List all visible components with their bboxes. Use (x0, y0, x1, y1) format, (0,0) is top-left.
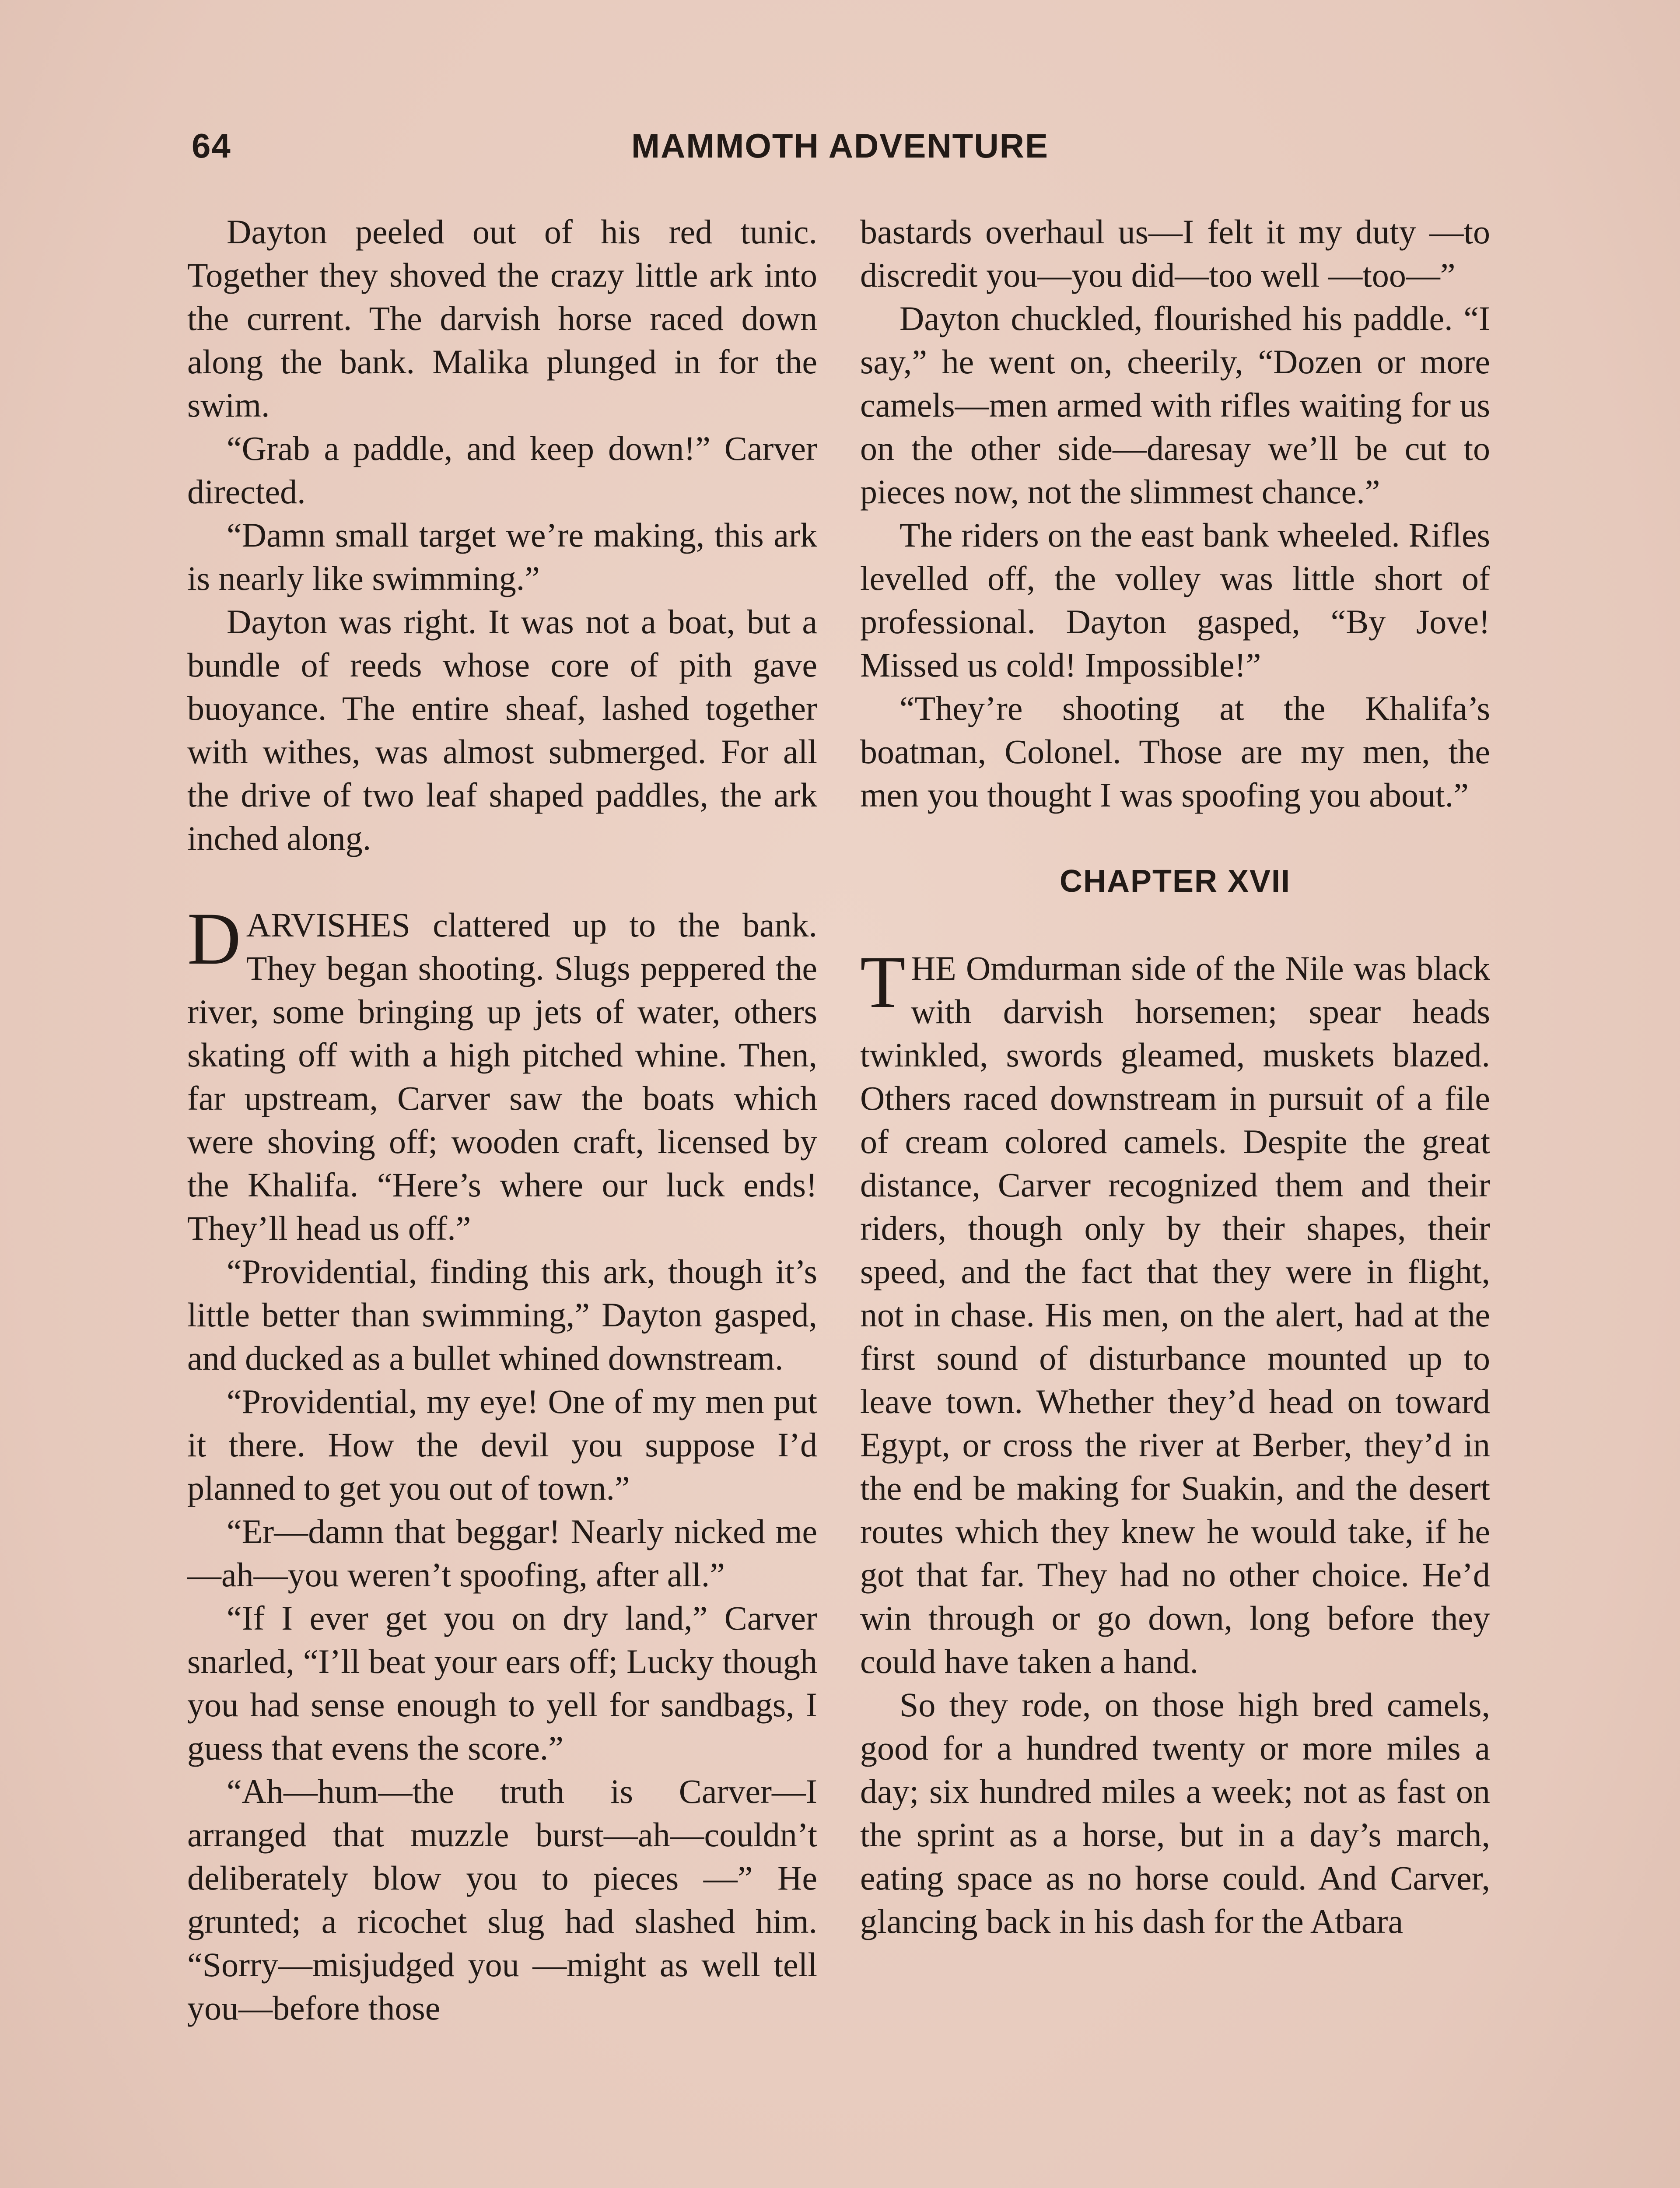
paragraph: Dayton was right. It was not a boat, but a bundle of reeds whose core of pith gave buoyance. The entire sheaf, lashed together with withes, was almost submerged. For all the drive of two leaf shaped paddles, the ark inched along. (187, 603, 817, 857)
left-column (187, 210, 817, 2030)
paragraph: “Providential, finding this ark, though it’s little better than swimming,” Dayton gasped, and ducked as a bullet whined downstream. (187, 1252, 817, 1377)
dropcap-paragraph (860, 941, 1490, 1683)
paragraph: “Providential, my eye! One of my men put it there. How the devil you suppose I’d planned to get you out of town.” (187, 1382, 817, 1507)
running-title: MAMMOTH ADVENTURE (631, 126, 1049, 165)
paragraph-text: HE Omdurman side of the Nile was black with darvish horsemen; spear heads twinkled, swords gleamed, muskets blazed. Others raced downstream in pursuit of a file of cream colored camels. Despite the great distance, Carver recognized them and their riders, though only by their shapes, their speed, and the fact that they were in flight, not in chase. His men, on the alert, had at the first sound of disturbance mounted up to leave town. Whether they’d head on toward Egypt, or cross the river at Berber, they’d in the end be making for Suakin, and the desert routes which they knew he would take, if he got that far. They had no other choice. He’d win through or go down, long before they could have taken a hand. (860, 949, 1490, 1680)
page-header (188, 122, 1492, 170)
page-number: 64 (192, 126, 231, 165)
paragraph: bastards overhaul us—I felt it my duty —to discredit you—you did—too well —too—” (860, 213, 1490, 294)
dropcap-paragraph (187, 898, 817, 1250)
paragraph: Dayton peeled out of his red tunic. Together they shoved the crazy little ark into the current. The darvish horse raced down along the bank. Malika plunged in for the swim. (187, 213, 817, 424)
drop-cap: T (860, 941, 906, 1023)
paragraph: “If I ever get you on dry land,” Carver snarled, “I’ll beat your ears off; Lucky though you had sense enough to yell for sandbags, I guess that evens the score.” (187, 1599, 817, 1767)
paragraph: “Er—damn that beggar! Nearly nicked me—ah—you weren’t spoofing, after all.” (187, 1512, 817, 1594)
paragraph: Dayton chuckled, flourished his paddle. “I say,” he went on, cheerily, “Dozen or more camels—men armed with rifles waiting for us on the other side—daresay we’ll be cut to pieces now, not the slimmest chance.” (860, 299, 1490, 511)
drop-cap: D (187, 898, 241, 980)
paragraph: The riders on the east bank wheeled. Rifles levelled off, the volley was little short of professional. Dayton gasped, “By Jove! Missed us cold! Impossible!” (860, 516, 1490, 684)
paragraph: “Ah—hum—the truth is Carver—I arranged that muzzle burst—ah—couldn’t deliberately blow you to pieces —” He grunted; a ricochet slug had slashed him. “Sorry—misjudged you —might as well tell you—before those (187, 1772, 817, 2027)
paragraph: “Damn small target we’re making, this ark is nearly like swimming.” (187, 516, 817, 597)
chapter-heading: CHAPTER XVII (1059, 864, 1291, 899)
paragraph: “They’re shooting at the Khalifa’s boatman, Colonel. Those are my men, the men you thought I was spoofing you about.” (860, 689, 1490, 814)
paragraph-text: ARVISHES clattered up to the bank. They began shooting. Slugs peppered the river, some bringing up jets of water, others skating off with a high pitched whine. Then, far upstream, Carver saw the boats which were shoving off; wooden craft, licensed by the Khalifa. “Here’s where our luck ends! They’ll head us off.” (187, 906, 817, 1247)
paragraph: So they rode, on those high bred camels, good for a hundred twenty or more miles a day; six hundred miles a week; not as fast on the sprint as a horse, but in a day’s march, eating space as no horse could. And Carver, glancing back in his dash for the Atbara (860, 1686, 1490, 1940)
paragraph: “Grab a paddle, and keep down!” Carver directed. (187, 429, 817, 511)
right-column (860, 210, 1490, 1943)
